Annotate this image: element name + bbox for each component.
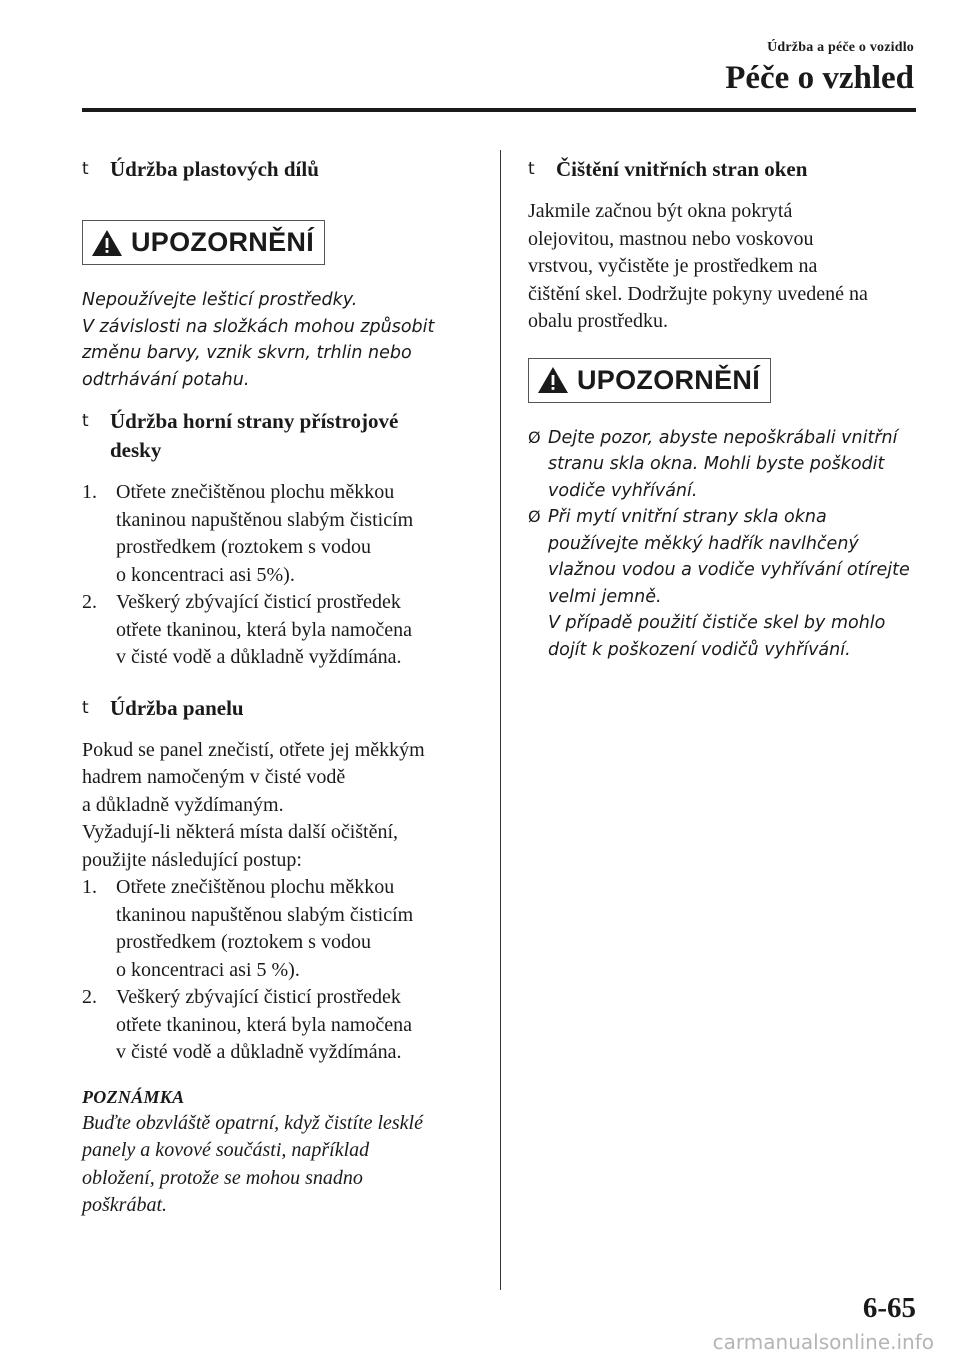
- windows-intro: Jakmile začnou být okna pokrytá olejovitou, mastnou nebo voskovou vrstvou, vyčistěte je prostředkem na čištění skel. Dodržujte pokyny uvedené na obalu prostředku.: [528, 200, 868, 332]
- note-text: Buďte obzvláště opatrní, když čistíte lesklé panely a kovové součásti, například obložení, protože se mohou snadno poškrábat.: [82, 1111, 423, 1216]
- page-title: Péče o vzhled: [725, 60, 914, 96]
- heading-dashboard: [82, 407, 482, 465]
- windows-warnings: [528, 425, 920, 664]
- bullet-icon: t: [82, 411, 89, 431]
- header-rule: [82, 108, 916, 112]
- heading-windows: [528, 155, 920, 184]
- bullet-icon: t: [82, 159, 89, 179]
- caution-box: [528, 358, 771, 403]
- heading-text: Čištění vnitřních stran oken: [556, 157, 808, 181]
- dashboard-steps: [82, 479, 482, 672]
- warning-triangle-icon: [537, 366, 569, 394]
- page-number: 6-65: [862, 1292, 916, 1324]
- list-item: 2. Veškerý zbývající čisticí prostředek otřete tkaninou, která byla namočena v čisté vodě a důkladně vyždímána.: [82, 591, 412, 668]
- list-item: 2. Veškerý zbývající čisticí prostředek otřete tkaninou, která byla namočena v čisté vodě a důkladně vyždímána.: [82, 986, 412, 1063]
- heading-plastic: [82, 155, 482, 184]
- right-column: [528, 155, 920, 663]
- bullet-icon: t: [82, 697, 89, 718]
- warning-text: Nepoužívejte lešticí prostředky. V závislosti na složkách mohou způsobit změnu barvy, vznik skvrn, trhlin nebo odtrhávání potahu.: [82, 290, 435, 390]
- arrow-bullet-icon: Ø: [528, 507, 541, 526]
- heading-panel: [82, 694, 482, 723]
- list-item: 1. Otřete znečištěnou plochu měkkou tkaninou napuštěnou slabým čisticím prostředkem (roztokem s vodou o koncentraci asi 5 %).: [82, 876, 414, 981]
- caution-label: UPOZORNĚNÍ: [577, 364, 761, 395]
- list-item: 1. Otřete znečištěnou plochu měkkou tkaninou napuštěnou slabým čisticím prostředkem (roztokem s vodou o koncentraci asi 5%).: [82, 481, 414, 586]
- header-section: Údržba a péče o vozidlo: [767, 40, 914, 55]
- heading-text: Údržba plastových dílů: [110, 157, 319, 181]
- caution-box: [82, 220, 325, 265]
- panel-intro: Pokud se panel znečistí, otřete jej měkkým hadrem namočeným v čisté vodě a důkladně vyždímaným. Vyžadují-li některá místa další očištění, použijte následující postup:: [82, 738, 425, 871]
- bullet-icon: t: [528, 159, 535, 179]
- heading-text: Údržba horní strany přístrojové desky: [110, 409, 399, 462]
- panel-steps: [82, 874, 482, 1067]
- watermark: carmanualsonline.info: [712, 1330, 934, 1354]
- heading-text: Údržba panelu: [110, 695, 244, 720]
- list-item: Ø Při mytí vnitřní strany skla okna používejte měkký hadřík navlhčený vlažnou vodou a vodiče vyhřívání otírejte velmi jemně. V případě použití čističe skel by mohlo dojít k poškození vodičů vyhřívání.: [528, 504, 920, 663]
- caution-label: UPOZORNĚNÍ: [131, 227, 315, 257]
- note-title: POZNÁMKA: [82, 1086, 185, 1107]
- warning-triangle-icon: [91, 229, 123, 257]
- left-column: [82, 155, 482, 1220]
- list-item: Ø Dejte pozor, abyste nepoškrábali vnitřní stranu skla okna. Mohli byste poškodit vodiče vyhřívání.: [528, 425, 920, 505]
- arrow-bullet-icon: Ø: [528, 427, 541, 447]
- column-divider: [500, 150, 501, 1290]
